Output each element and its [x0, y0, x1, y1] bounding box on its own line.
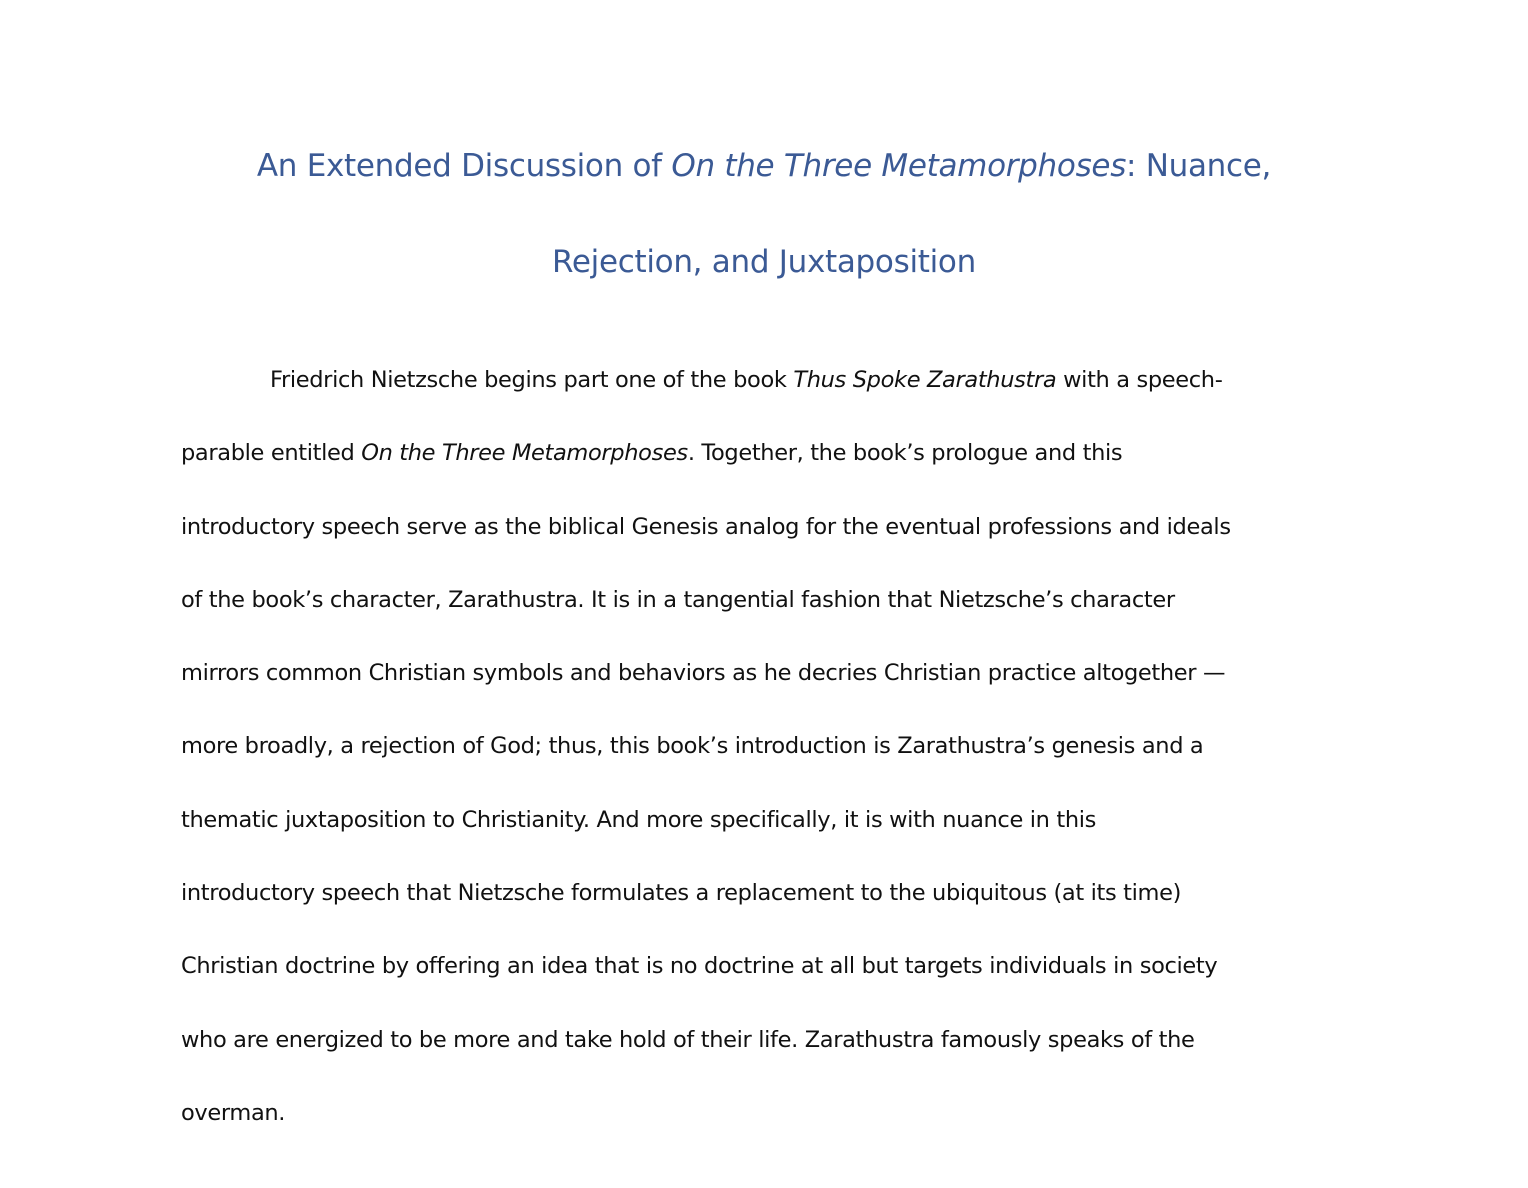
italic-book-title: Thus Spoke Zarathustra: [793, 367, 1057, 393]
paragraph-line-9: Christian doctrine by offering an idea that is no doctrine at all but targets individuals in society: [181, 953, 1218, 980]
title-line-2: Rejection, and Juxtaposition: [552, 244, 976, 280]
paragraph-line-4: of the book’s character, Zarathustra. It is in a tangential fashion that Nietzsche’s character: [181, 586, 1175, 613]
document-title: [180, 118, 1348, 310]
text-run: Friedrich Nietzsche begins part one of the book: [270, 367, 794, 393]
paragraph-line-6: more broadly, a rejection of God; thus, this book’s introduction is Zarathustra’s genesis and a: [181, 733, 1204, 760]
paragraph-line-7: thematic juxtaposition to Christianity. And more specifically, it is with nuance in this: [181, 806, 1097, 833]
paragraph-line-1: [181, 344, 1361, 417]
paragraph-line-3: introductory speech serve as the biblical Genesis analog for the eventual professions and ideals: [181, 513, 1231, 540]
text-run: parable entitled: [181, 440, 362, 467]
title-prefix: An Extended Discussion of: [256, 148, 672, 184]
paragraph-line-5: mirrors common Christian symbols and behaviors as he decries Christian practice altogether —: [181, 660, 1226, 687]
title-italic-work: On the Three Metamorphoses: [671, 148, 1127, 184]
paragraph-line-2: [181, 417, 1361, 490]
title-suffix: : Nuance,: [1126, 148, 1272, 184]
paragraph-line-8: introductory speech that Nietzsche formulates a replacement to the ubiquitous (at its time): [181, 880, 1182, 907]
paragraph-line-11: overman.: [181, 1099, 286, 1126]
title-line-1: [180, 118, 1348, 214]
body-paragraph: [181, 344, 1361, 1150]
text-run: . Together, the book’s prologue and this: [687, 440, 1123, 467]
text-run: with a speech-: [1056, 367, 1223, 393]
italic-speech-title: On the Three Metamorphoses: [361, 440, 688, 467]
paragraph-line-10: who are energized to be more and take hold of their life. Zarathustra famously speaks of the: [181, 1026, 1195, 1053]
